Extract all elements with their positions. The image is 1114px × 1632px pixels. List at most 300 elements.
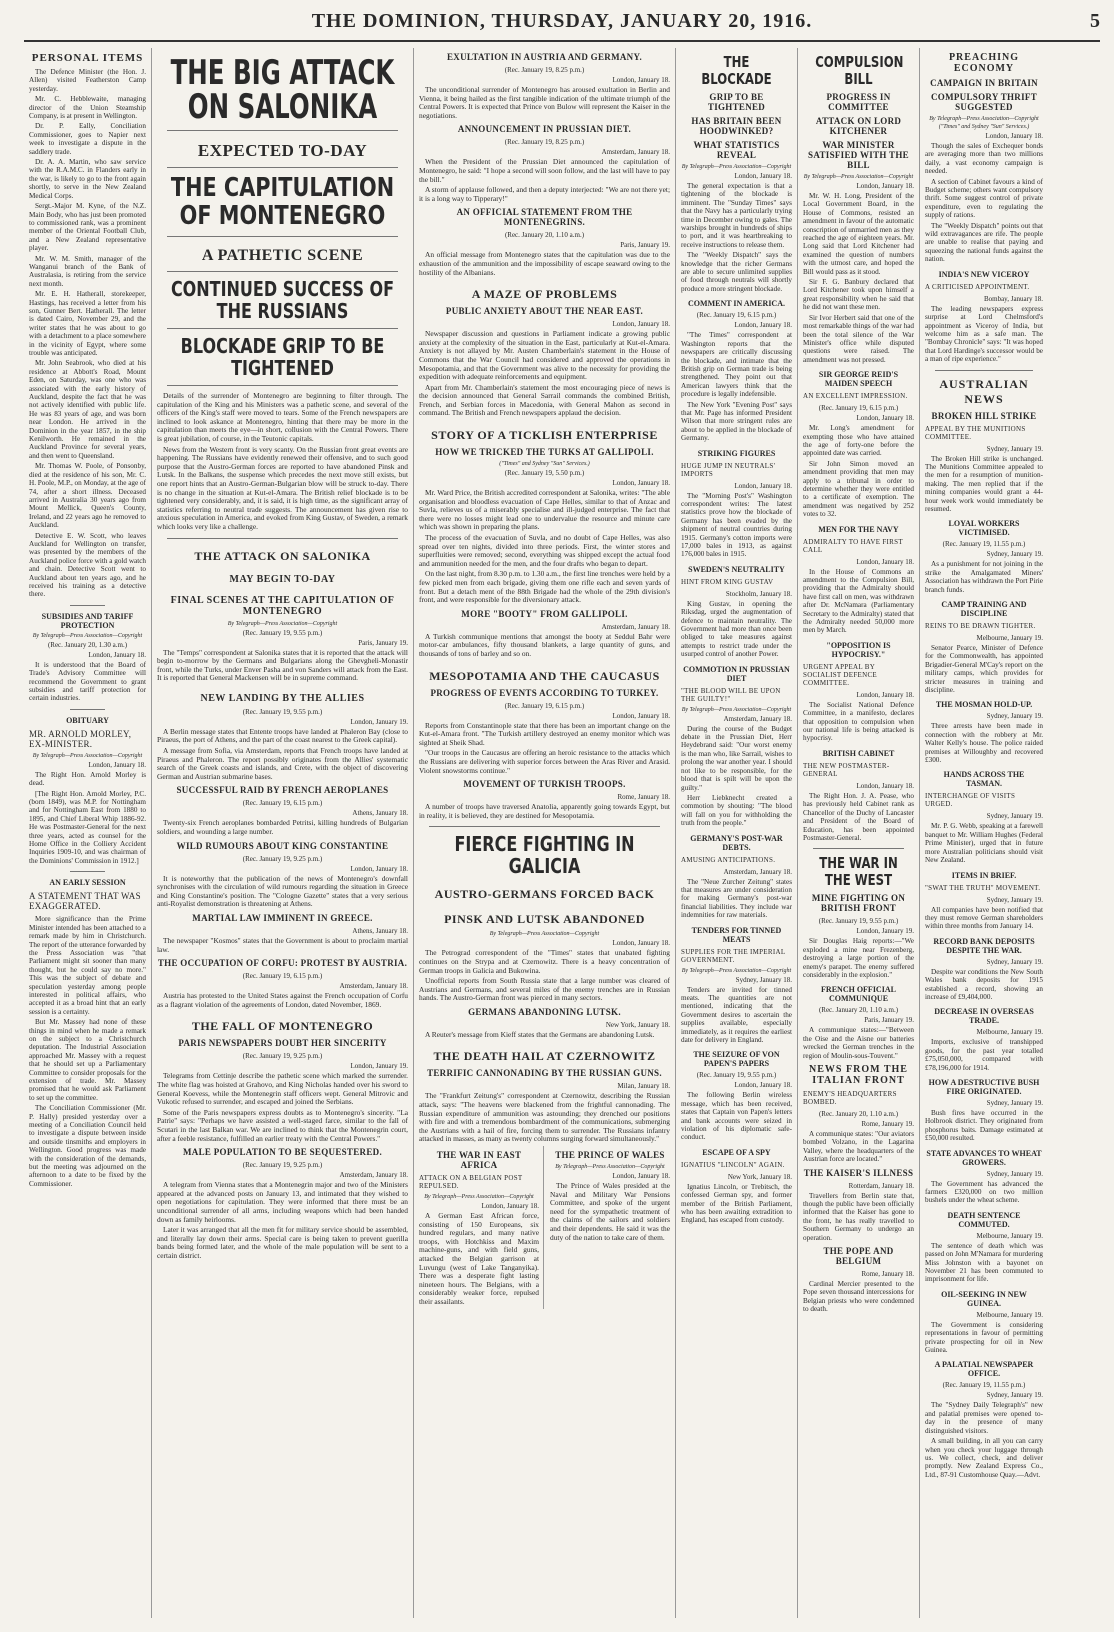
official-body — [419, 251, 670, 277]
raid-heading: SUCCESSFUL RAID BY FRENCH AEROPLANES — [176, 785, 389, 796]
headline-success: CONTINUED SUCCESS OF THE RUSSIANS — [170, 277, 395, 323]
booty-body — [419, 633, 670, 659]
paragraph: A number of troops have traversed Anatolia, apparently going towards Egypt, but in reality, it is believed, they are destined for Mesopotamia. — [419, 802, 670, 820]
paragraph: The "Frankfurt Zeitung's" correspondent at Czernowitz, describing the Russian attack, says: "The heavens were blackened from the frightful cannonading. The Russian expenditure of ammunition was astounding; they drenched our positions with fire and with a tremendous bombardment of the communications, submerging the Austrians with a hail of fire, forcing them to surrender. The Russians infantry attacked in masses, as many as twenty columns surging forward simultaneously." — [419, 1091, 670, 1144]
economy-heading: PREACHING ECONOMY — [948, 52, 1020, 74]
viceroy-subheading: A CRITICISED APPOINTMENT. — [925, 282, 1030, 291]
paragraph: The unconditional surrender of Montenegro has aroused exultation in Berlin and Vienna, it being hailed as the first tangible indication of the ultimate triumph of the Central Powers. It is expected that Prince von Bulow will represent the Kaiser in the negotiations. — [419, 85, 670, 120]
east-africa-article — [419, 1146, 544, 1309]
martial-heading: MARTIAL LAW IMMINENT IN GREECE. — [192, 913, 373, 923]
paragraph: Mr. Long's amendment for exempting those who have attained the age of forty-one before the appointed date was carried. — [803, 424, 914, 458]
paragraph: Newspaper discussion and questions in Parliament indicate a growing public anxiety at the complexity of the situation in the East, particularly at Kut-el-Amara. Anxiety is not allayed by Mr. Austen Chamberlain's statement in the House of Commons that the War Council had considered and approved the operations in Mesopotamia, and that the Government was alive to the necessity for providing the expedition with adequate reinforcements and equipment. — [419, 329, 670, 382]
paragraph: Later it was arranged that all the men fit for military service should be assembled, and literally lay down their arms. Special care is being taken to prevent guerilla bands being formed later, and the whole of the male population will be sent to a certain district. — [157, 1225, 408, 1260]
obituary-body — [29, 771, 146, 865]
dateline: London, January 18. — [856, 690, 914, 699]
paragraph: The following Berlin wireless message, which has been received, states that Captain von Papen's letters and bank accounts were seized in violation of his diplomatic safe-conduct. — [681, 1091, 792, 1142]
kaiser-heading: THE KAISER'S ILLNESS — [803, 1167, 914, 1178]
paragraph: Ignatius Lincoln, or Trebitsch, the confessed German spy, and former member of the British Parliament, who has been awaiting extradition to England, has escaped from custody. — [681, 1182, 792, 1225]
divider — [167, 167, 398, 168]
dateline: Milan, January 18. — [617, 1082, 670, 1091]
dateline: Athens, January 18. — [352, 927, 408, 935]
paragraph: The "Weekly Dispatch" says the knowledge that the richer Germans are able to secure unlimited supplies of food through neutrals will shortly produce a more stringent blockade. — [681, 251, 792, 293]
salonika-heading: THE ATTACK ON SALONIKA — [194, 548, 371, 563]
received-time: (Rec. January 20, 1.10 a.m.) — [818, 1109, 899, 1118]
mesopotamia-subheading: PROGRESS OF EVENTS ACCORDING TO TURKEY. — [430, 687, 659, 698]
received-time: (Rec. January 19, 9.25 p.m.) — [242, 1052, 323, 1061]
paragraph: Mr. C. Hebblewaite, managing director of the Union Steamship Company, is at present in Wellington. — [29, 95, 146, 121]
masthead — [24, 0, 1100, 42]
byline: By Telegraph—Press Association—Copyright — [424, 1194, 534, 1201]
headline-blockade: BLOCKADE GRIP TO BE TIGHTENED — [180, 334, 385, 380]
byline: By Telegraph—Press Association—Copyright — [803, 174, 914, 180]
paragraph: Details of the surrender of Montenegro are beginning to filter through. The capitulation of the King and his Ministers was a pathetic scene, and several of the officers of the King's staff were moved to tears. Some of the French newspapers are inclined to look askance at Montenegro, hinting that there may be more in the capitulation than meets the eye—in short, collusion with the Central Powers. There is great jubilation, of course, in the Teutonic capitals. — [157, 391, 408, 443]
fall-heading: THE FALL OF MONTENEGRO — [191, 1019, 374, 1034]
dateline: Sydney, January 19. — [986, 1169, 1043, 1178]
paragraph: The sentence of death which was passed on John M'Namara for murdering Miss Johnston with a bayonet on November 21 has been commuted to imprisonment for life. — [925, 1241, 1043, 1284]
paragraph: When the President of the Prussian Diet announced the capitulation of Montenegro, he said: "I hope a second will soon follow, and the last will have to pay the bill." — [419, 157, 670, 184]
paragraph: "Our troops in the Caucasus are offering an heroic resistance to the attacks which the Russians are delivering with superior forces between the Aras River and Arasid. Violent snowstorms continue." — [419, 748, 670, 775]
paragraph: Mr. W. H. Long, President of the Local Government Board, in the House of Commons, resisted an amendment in favour of the automatic conscription of unmarried men as they reached the age of eighteen years. Mr. Long said that Lord Kitchener had examined the question of numbers with the utmost care, and hoped the Bill would pass as it stood. — [803, 192, 914, 276]
economy-thrift: COMPULSORY THRIFT SUGGESTED — [930, 92, 1038, 112]
italian-heading: NEWS FROM THE ITALIAN FRONT — [809, 1063, 908, 1086]
dateline: London, January 18. — [856, 414, 914, 423]
paragraph: Dr. P. Eally, Conciliation Commissioner, goes to Napier next week to investigate a dispute in the saddlery trade. — [29, 122, 146, 156]
dateline: New York, January 18. — [727, 1172, 792, 1181]
prussian-heading: COMMOTION IN PRUSSIAN DIET — [683, 664, 790, 683]
dateline: London, January 18. — [856, 781, 914, 790]
divider — [429, 826, 660, 827]
divider — [70, 709, 105, 710]
dateline: Paris, January 19. — [620, 241, 670, 250]
blockade-subheading: GRIP TO BE TIGHTENED — [707, 92, 766, 112]
page-number: 5 — [1090, 10, 1100, 32]
italian-body — [803, 1130, 914, 1164]
victimised-heading: LOYAL WORKERS VICTIMISED. — [948, 519, 1020, 538]
wheat-body — [925, 1180, 1043, 1205]
official-heading: AN OFFICIAL STATEMENT FROM THE MONTENEGRINS. — [456, 207, 633, 228]
paragraph: As a punishment for not joining in the strike the Amalgamated Miners' Association has withdrawn the Port Pirie branch funds. — [925, 560, 1043, 594]
paragraph: On the last night, from 8.30 p.m. to 1.30 a.m., the first line trenches were held by a few picked men from each brigade, giving them one rifle each and seven yards of front. But a detach ment of the 88th Brigade had the whole of the 29th division's front, and were responsible for the diversionary attack. — [419, 569, 670, 605]
dateline: London, January 19. — [350, 1062, 408, 1071]
navy-heading: MEN FOR THE NAVY — [818, 524, 899, 534]
received-time: (Rec. January 19, 6.15 p.m.) — [818, 404, 899, 413]
paragraph: The Broken Hill strike is unchanged. The Munitions Committee appealed to the men for a resumption of munition-making. The men replied that if the mining companies would grant a 44-hour week work would immediately be resumed. — [925, 454, 1043, 513]
prussian-body — [681, 725, 792, 828]
byline: By Telegraph—Press Association—Copyright — [227, 620, 338, 627]
dateline: Sydney, January 19. — [986, 895, 1043, 904]
lutsk-body — [419, 1031, 670, 1040]
mosman-body — [925, 722, 1043, 764]
paragraph: In the House of Commons an amendment to the Compulsion Bill, providing that the Admiralty should have first call on men, was withdrawn after Dr. McNamara (Parliamentary Secretary to the Admiralty) stated that the Admiralty needed 50,000 more men by March. — [803, 567, 914, 635]
column-1 — [24, 48, 152, 1618]
column-2 — [152, 48, 414, 1618]
paragraph: A communique states: "Our aviators bombed Volzano, in the Lagarina Valley, where the headquarters of the Austrian force are located." — [803, 1129, 914, 1164]
items-heading: ITEMS IN BRIEF. — [951, 870, 1017, 880]
dateline: London, January 18. — [985, 132, 1043, 140]
czernowitz-subheading: TERRIFIC CANNONADING BY THE RUSSIAN GUNS. — [427, 1068, 662, 1079]
paragraph: Travellers from Berlin state that, though the public have been officially informed that the Kaiser has gone to the front, he has really travelled to Southern Germany to undergo an operation. — [803, 1191, 914, 1242]
compulsion-heading: COMPULSION BILL — [815, 53, 904, 88]
east-africa-subheading: ATTACK ON A BELGIAN POST REPULSED. — [419, 1174, 523, 1191]
blockade-question: HAS BRITAIN BEEN HOODWINKED? — [691, 116, 782, 136]
dateline: London, January 18. — [88, 650, 146, 659]
cabinet-heading: BRITISH CABINET — [822, 748, 895, 758]
paragraph: The leading newspapers express surprise at Lord Chelmsford's appointment as Viceroy of India, but welcome him as a safe man. The "Bombay Chronicle" says: "It was hoped that Lord Hardinge's successor would be a man of ripe experience." — [925, 304, 1043, 364]
prince-article — [550, 1146, 670, 1309]
dateline: Paris, January 19. — [358, 638, 408, 647]
divider — [70, 605, 105, 606]
headline-capitulation: THE CAPITULATION OF MONTENEGRO — [170, 173, 395, 231]
paragraph: A German East African force, consisting of 150 Europeans, six hundred regulars, and many native troops, with Hotchkiss and Maxim machine-guns, and with field guns, attacked the Belgian garrison at Luvungu (west of Lake Tanganyika). There was a desperate fight lasting nineteen hours. The Belgians, with a considerably weaker force, repulsed their assailants. — [419, 1211, 539, 1306]
paragraph: Dr. A. A. Martin, who saw service with the R.A.M.C. in Flanders early in the war, is likely to go to the front again shortly, to serve in the New Zealand Medical Corps. — [29, 158, 146, 200]
paragraph: "The Times" correspondent at Washington reports that the newspapers are critically discussing the blockade, and intimate that the British grip on German trade is being strengthened. They point out that American lawyers think that the procedure is legally indefensible. — [681, 331, 792, 399]
corfu-heading: THE OCCUPATION OF CORFU: PROTEST BY AUSTRIA. — [157, 958, 408, 969]
received-time: (Rec. January 19, 6.15 p.m.) — [504, 701, 585, 710]
intro-body — [157, 392, 408, 532]
paragraph: Senator Pearce, Minister of Defence for the Commonwealth, has appointed Brigadier-General M'Cay's report on the military camps, which provides for stricter measures in training and discipline. — [925, 644, 1043, 695]
spy-subheading: IGNATIUS "LINCOLN" AGAIN. — [681, 1160, 785, 1169]
paragraph: [The Right Hon. Arnold Morley, P.C. (born 1849), was M.P. for Nottingham and for Nottingham East from 1880 to 1895, and Chief Liberal Whip 1886-92. He was Postmaster-General for the next three years, acted as counsel for the Home Office in the Colliery Accident Inquiries 1909-10, and was chairman of the Dominions' Commission in 1912.] — [29, 789, 146, 865]
pope-body — [803, 1280, 914, 1314]
exultation-body — [419, 86, 670, 120]
corfu-body — [157, 992, 408, 1009]
paragraph: The newspaper "Kosmos" states that the Government is about to proclaim martial law. — [157, 936, 408, 954]
byline: By Telegraph—Press Association—Copyright — [32, 752, 143, 759]
ticklish-subheading: HOW WE TRICKED THE TURKS AT GALLIPOLI. — [435, 447, 654, 458]
dateline: Amsterdam, January 18. — [723, 867, 792, 876]
compulsion-body — [803, 192, 914, 364]
paragraph: Imports, exclusive of transhipped goods, for the past year totalled £75,050,000, compared with £78,196,000 for 1914. — [925, 1038, 1043, 1072]
spy-body — [681, 1183, 792, 1225]
paragraph: Sergt.-Major M. Kyne, of the N.Z. Main Body, who has just been promoted to commissioned rank, was a prominent member of the Oriental Football Club, and a New Zealand representative player. — [29, 202, 146, 253]
paragraph: The "Neue Zurcher Zeitung" states that measures are under consideration for making Germany's post-war financial liabilities. They include war indemnities for raw materials. — [681, 877, 792, 920]
galicia-body — [419, 949, 670, 1003]
paragraph: An official message from Montenegro states that the capitulation was due to the exhaustion of the ammunition and the impossibility of escape seaward owing to the hostility of the Albanians. — [419, 250, 670, 277]
sequestered-body — [157, 1181, 408, 1260]
martial-body — [157, 937, 408, 954]
dateline: Rome, January 18. — [861, 1270, 914, 1279]
personal-items-body — [29, 68, 146, 599]
dateline: London, January 18. — [734, 1081, 792, 1090]
paragraph: A small building, in all you can carry when you check your luggage through us. We collect, check, and deliver promptly. New Zealand Express Co., Ltd., 87-91 Customhouse Quay.—Advt. — [925, 1437, 1043, 1479]
byline: By Telegraph—Press Association—Copyright — [32, 632, 143, 639]
dateline: Melbourne, January 19. — [976, 1231, 1043, 1240]
navy-subheading: ADMIRALTY TO HAVE FIRST CALL — [803, 537, 903, 554]
dateline: Amsterdam, January 18. — [601, 622, 670, 631]
source-line: ("Times" and Sydney "Sun" Services.) — [499, 461, 590, 468]
subsidies-body — [29, 661, 146, 703]
session-subheading: A STATEMENT THAT WAS EXAGGERATED. — [29, 891, 141, 912]
record-body — [925, 968, 1043, 1002]
death-heading: DEATH SENTENCE COMMUTED. — [947, 1210, 1021, 1229]
paragraph: Mr. Thomas W. Poole, of Ponsonby, died at the residence of his son, Mr. C. H. Poole, M.P., on Monday, at the age of 74, after a short illness. Deceased arrived in Australia 30 years ago from Mount Mellick, Queen's County, Ireland, and 22 years ago he removed to Auckland. — [29, 462, 146, 530]
byline: By Telegraph—Press Association—Copyright — [929, 116, 1039, 122]
paragraph: Bush fires have occurred in the Holbrook district. They originated from phosphorus baits. Damage estimated at £50,000 resulted. — [925, 1108, 1043, 1143]
west-body — [803, 937, 914, 979]
dateline: Bombay, January 18. — [983, 294, 1043, 303]
dateline: Melbourne, January 19. — [976, 634, 1043, 642]
compulsion-subheading: PROGRESS IN COMMITTEE — [826, 92, 891, 112]
paragraph: Reports from Constantinople state that there has been an important change on the Kut-el-Amara front. "The Turkish artillery destroyed an enemy monitor which was sighted at Sheik Shad. — [419, 720, 670, 747]
paragraph: Though the sales of Exchequer bonds are averaging more than two millions daily, a vast economy campaign is needed. — [925, 142, 1043, 176]
dateline: London, January 18. — [612, 320, 670, 329]
paragraph: A storm of applause followed, and then a deputy interjected: "We are not there yet; it is a long way to Tipperary!" — [419, 185, 670, 203]
dateline: Rome, January 19. — [861, 1119, 914, 1128]
guinea-body — [925, 1321, 1043, 1355]
broken-hill-heading: BROKEN HILL STRIKE — [931, 410, 1037, 421]
maze-subheading: PUBLIC ANXIETY ABOUT THE NEAR EAST. — [445, 306, 644, 317]
obituary-heading: OBITUARY — [66, 715, 109, 725]
dateline: New York, January 18. — [605, 1020, 670, 1029]
tasman-heading: HANDS ACROSS THE TASMAN. — [943, 770, 1025, 789]
divider — [167, 328, 398, 329]
received-time: (Rec. January 19, 9.25 p.m.) — [242, 1161, 323, 1170]
received-time: (Rec. January 19, 9.55 p.m.) — [242, 707, 323, 716]
headline-big-attack: THE BIG ATTACK ON SALONIKA — [170, 53, 395, 127]
camp-subheading: REINS TO BE DRAWN TIGHTER. — [925, 622, 1036, 630]
paragraph: Apart from Mr. Chamberlain's statement the most encouraging piece of news is the decision announced that General Sarrail commands the combined British, French, and Serbian forces in Macedonia, with General Mahon as second in command. The British and French newspapers applaud the decision. — [419, 382, 670, 418]
comment-heading: COMMENT IN AMERICA. — [688, 299, 785, 309]
paragraph: News from the Western front is very scanty. On the Russian front great events are happening. The Russians have evidently renewed their offensive, and to such good purpose that the Austro-German forces are reported to have abandoned Pinsk and Lutsk. In the Balkans, the suspense which precedes the next move still exists, but one report hints that an Austro-German-Bulgarian blow will be struck to-day. There is no change in the situation at Kut-el-Amara. The British relief blockade is to be tightened very considerably, and, it is said, it is high time, as the significant array of statistics referring to neutral trade suggests. The announcement has given rise to anxious speculation in America, and evoked from King Gustav, of Sweden, a remark which looks very like a challenge. — [157, 444, 408, 531]
received-time: (Rec. January 19, 8.25 p.m.) — [504, 66, 585, 74]
paragraph: Tenders are invited for tinned meats. The quantities are not mentioned, indicating that the Government desires to ascertain the supplies available, especially immediately, as it requires the earliest date for delivery in England. — [681, 985, 792, 1044]
dateline: Rome, January 18. — [617, 793, 670, 802]
paragraph: Twenty-six French aeroplanes bombarded Petritsi, killing hundreds of Bulgarian soldiers, and wounding a large number. — [157, 818, 408, 837]
paragraph: The "Temps" correspondent at Salonika states that it is reported that the attack will begin to-morrow by the Germans and Bulgarians along the Ghevgheli-Monastir front, while the Turks, under Enver Pasha and von Sanders will attack from the East. It is reported that General Mackensen will be in supreme command. — [157, 647, 408, 683]
received-time: (Rec. January 19, 11.55 p.m.) — [942, 540, 1026, 549]
paragraph: A section of Cabinet favours a kind of Budget scheme; others want compulsory thrift. Some suggest control of private expenditure, even to regulating the supply of rations. — [925, 177, 1043, 220]
divider — [813, 848, 904, 849]
bottom-split — [419, 1146, 670, 1309]
dateline: Sydney, January 19. — [986, 444, 1043, 453]
newspaper-heading: A PALATIAL NEWSPAPER OFFICE. — [934, 1360, 1034, 1379]
divider — [167, 271, 398, 272]
australian-body — [925, 455, 1043, 514]
compulsion-satisfied: WAR MINISTER SATISFIED WITH THE BILL — [808, 140, 909, 170]
column-6 — [920, 48, 1048, 1618]
swat-subheading: "SWAT THE TRUTH" MOVEMENT. — [925, 883, 1041, 892]
ticklish-body — [419, 489, 670, 605]
salonika-subheading: MAY BEGIN TO-DAY — [229, 573, 336, 585]
galicia-heading: FIERCE FIGHTING IN GALICIA — [454, 832, 635, 879]
headline-expected: EXPECTED TO-DAY — [197, 141, 368, 160]
economy-body — [925, 142, 1043, 264]
tasman-subheading: INTERCHANGE OF VISITS URGED. — [925, 792, 1016, 809]
dateline: London, January 18. — [856, 557, 914, 566]
dateline: London, January 18. — [856, 182, 914, 190]
spy-heading: ESCAPE OF A SPY — [702, 1147, 771, 1157]
dateline: London, January 18. — [612, 939, 670, 948]
paragraph: The New York "Evening Post" says that Mr. Page has informed President Wilson that more stringent rules are about to be applied in the blockade of Germany. — [681, 400, 792, 443]
items-body — [925, 906, 1043, 931]
paragraph: A Berlin message states that Entente troops have landed at Phaleron Bay (close to Piraeus, the port of Athens, and the part of the coast nearest to the Greek capital). — [157, 726, 408, 745]
received-time: (Rec. January 19, 9.55 p.m.) — [818, 917, 899, 926]
french-body — [803, 1026, 914, 1060]
paragraph: Telegrams from Cettinje describe the pathetic scene which marked the surrender. The white flag was hoisted at Grahovo, and King Nicholas handed over his sword to General Koevess, while the Montenegrin staff officers wept. General Mitrovic and Vukotic refused to surrender, and escaped and joined the Serbians. — [157, 1071, 408, 1107]
salonika-body — [157, 649, 408, 683]
sweden-body — [681, 600, 792, 659]
wheat-heading: STATE ADVANCES TO WHEAT GROWERS. — [926, 1148, 1042, 1167]
diet-body — [419, 158, 670, 203]
received-time: (Rec. January 20, 1.30 a.m.) — [47, 640, 128, 649]
dateline: Melbourne, January 19. — [976, 1310, 1043, 1319]
paragraph: Mr. E. H. Hatherall, storekeeper, Hastings, has received a letter from his son, Gunner Bert. Hatherall. The letter is dated Cairo, November 29, and the writer states that he was about to go with a detachment to a place somewhere in the vicinity of Egypt, where some trouble was anticipated. — [29, 290, 146, 357]
sequestered-heading: MALE POPULATION TO BE SEQUESTERED. — [183, 1147, 382, 1158]
paragraph: The Government has advanced the farmers £320,000 on two million bushels under the wheat scheme. — [925, 1179, 1043, 1205]
movement-heading: MOVEMENT OF TURKISH TROOPS. — [463, 779, 626, 790]
hypocrisy-heading: "OPPOSITION IS HYPOCRISY." — [826, 640, 891, 659]
divider — [167, 538, 398, 539]
navy-body — [803, 568, 914, 635]
dateline: London, January 18. — [88, 760, 146, 769]
received-time: (Rec. January 19, 11.55 p.m.) — [942, 1381, 1026, 1390]
received-time: (Rec. January 20, 1.10 a.m.) — [504, 231, 585, 240]
sweden-heading: SWEDEN'S NEUTRALITY — [688, 564, 785, 574]
czernowitz-heading: THE DEATH HAIL AT CZERNOWITZ — [433, 1049, 656, 1064]
dateline: Sydney, January 19. — [986, 1098, 1043, 1107]
session-heading: AN EARLY SESSION — [49, 878, 126, 888]
divider — [167, 130, 398, 131]
paragraph: The Defence Minister (the Hon. J. Allen) visited Featherston Camp yesterday. — [29, 68, 146, 93]
paragraph: Mr. W. M. Smith, manager of the Wanganui branch of the Bank of Australasia, is retiring from the service next month. — [29, 254, 146, 288]
movement-body — [419, 803, 670, 820]
paragraph: The "Morning Post's" Washington correspondent writes: The latest statistics prove how the blockade of Germany has been evaded by the shipment of neutral countries during 1915. Germany's cotton imports were 17,000 bales in 1913, as against 176,000 bales in 1915. — [681, 491, 792, 559]
bushfire-body — [925, 1109, 1043, 1143]
reid-body — [803, 424, 914, 518]
paragraph: Sir Ivor Herbert said that one of the most remarkable things of the war had been the total silence of the War Minister's office while disputed questions were raised. The amendment was not pressed. — [803, 313, 914, 364]
dateline: London, January 18. — [612, 479, 670, 488]
dateline: London, January 19. — [856, 927, 914, 936]
diet-heading: ANNOUNCEMENT IN PRUSSIAN DIET. — [457, 124, 632, 135]
paragraph: Mr. Ward Price, the British accredited correspondent at Salonika, writes: "The able organisation and bloodless evacuation of Cape Helles, similar to that of Anzac and Suvla, relieves us of a miserably specialise and ill-judged enterprise. The fact that there were no losses might lead one to undervalue the resource and minute care which was shown in preparing the plans. — [419, 488, 670, 532]
mosman-heading: THE MOSMAN HOLD-UP. — [935, 700, 1033, 710]
east-africa-body — [419, 1212, 539, 1307]
paragraph: The Petrograd correspondent of the "Times" states that unabated fighting continues on the Strypa and at Czernowitz. There is a heavy concentration of German troops in Galicia and Bukowina. — [419, 948, 670, 975]
viceroy-body — [925, 305, 1043, 364]
paragraph: A message from Sofia, via Amsterdam, reports that French troops have landed at Piraeus and Phaleron. The report possibly originates from the Allies' systematic search of the Greek coasts and islands, and Crete, with the object of discovering German and Austrian submarine bases. — [157, 746, 408, 781]
ticklish-heading: STORY OF A TICKLISH ENTERPRISE — [431, 428, 658, 443]
camp-heading: CAMP TRAINING AND DISCIPLINE — [941, 600, 1027, 618]
rumours-heading: WILD RUMOURS ABOUT KING CONSTANTINE — [176, 840, 389, 851]
source-line: ("Times" and Sydney "Sun" Services.) — [938, 124, 1030, 130]
paragraph: A communique states:—"Between the Oise and the Aisne our batteries wrecked the German trenches in the region of Moulin-sous-Touvent." — [803, 1026, 914, 1060]
dateline: Amsterdam, January 18. — [339, 1171, 408, 1180]
galicia-subheading-2: PINSK AND LUTSK ABANDONED — [444, 912, 645, 927]
received-time: (Rec. January 20, 1.10 a.m.) — [818, 1006, 899, 1015]
fall-body — [157, 1072, 408, 1143]
comment-body — [681, 331, 792, 442]
dateline: London, January 19. — [350, 717, 408, 726]
prince-body — [550, 1182, 670, 1242]
salonika-final: FINAL SCENES AT THE CAPITULATION OF MONTENEGRO — [170, 594, 395, 617]
postwar-heading: GERMANY'S POST-WAR DEBTS. — [690, 833, 783, 852]
paragraph: Mr. John Seabrook, who died at his residence at Abbott's Road, Mount Eden, on Saturday, was one who was associated with the early history of Auckland, despite the fact that he was not actively identified with public life. He was 83 years of age, and was born near London. He arrived in the Dominion in the year 1857, in the ship Kenilworth. He remained in the Auckland Province for several years, and then went to Queensland. — [29, 359, 146, 460]
dateline: London, January 18. — [350, 864, 408, 873]
dateline: Sydney, January 19. — [986, 812, 1043, 821]
received-time: (Rec. January 19, 8.25 p.m.) — [504, 138, 585, 147]
decrease-heading: DECREASE IN OVERSEAS TRADE. — [934, 1007, 1034, 1026]
paragraph: All companies have been notified that they must remove German shareholders within three months from January 14. — [925, 905, 1043, 931]
paragraph: Sir Douglas Haig reports:—"We exploded a mine near Frezenberg, destroying a large portion of the enemy's parapet. The enemy suffered considerably in the explosion." — [803, 937, 914, 979]
sweden-subheading: HINT FROM KING GUSTAV — [681, 577, 774, 586]
landing-body — [157, 728, 408, 782]
dateline: London, January 18. — [734, 481, 792, 490]
byline: By Telegraph—Press Association—Copyright — [681, 164, 792, 170]
decrease-body — [925, 1038, 1043, 1072]
maze-heading: A MAZE OF PROBLEMS — [471, 287, 618, 302]
mesopotamia-body — [419, 722, 670, 776]
paragraph: Mr. P. G. Webb, speaking at a farewell banquet to Mr. William Hughes (Federal Prime Minister), urged that in future more Australian politicians should visit New Zealand. — [925, 822, 1043, 865]
landing-heading: NEW LANDING BY THE ALLIES — [200, 692, 365, 704]
received-time: (Rec. January 19, 6.15 p.m.) — [696, 311, 777, 320]
appeal-subheading: APPEAL BY THE MUNITIONS COMMITTEE. — [925, 424, 1026, 441]
italian-subheading: ENEMY'S HEADQUARTERS BOMBED. — [803, 1089, 897, 1106]
paragraph: The Right Hon. Arnold Morley is dead. — [29, 770, 146, 788]
column-3 — [414, 48, 676, 1618]
divider — [70, 871, 105, 872]
paragraph: Detective E. W. Scott, who leaves Auckland for Wellington on transfer, was presented by the members of the Auckland police force with a gold watch and chain. Detective Scott went to Auckland about ten years ago, and he received his training as a detective there. — [29, 531, 146, 599]
striking-heading: STRIKING FIGURES — [697, 448, 776, 458]
victimised-body — [925, 560, 1043, 594]
paragraph: Herr Liebknecht created a commotion by shouting: "The blood will fall on you for withholding the truth from the people." — [681, 793, 792, 828]
dateline: London, January 18. — [481, 1202, 539, 1211]
session-body — [29, 915, 146, 1188]
received-time: (Rec. January 19, 9.55 p.m.) — [242, 628, 323, 637]
exultation-heading: EXULTATION IN AUSTRIA AND GERMANY. — [447, 52, 642, 62]
pope-heading: THE POPE AND BELGIUM — [823, 1246, 894, 1267]
paragraph: King Gustav, in opening the Riksdag, urged the augmentation of defence to maintain neutrality. The Government had more than once been obliged to take measures against attempts to restrict trade under the usurped control of another Power. — [681, 599, 792, 659]
paragraph: The Socialist National Defence Committee, in a manifesto, declares that opposition to compulsion when our national life is being attacked is hypocrisy. — [803, 700, 914, 743]
east-africa-heading: THE WAR IN EAST AFRICA — [436, 1150, 522, 1171]
headline-pathetic: A PATHETIC SCENE — [201, 247, 364, 264]
west-subheading: MINE FIGHTING ON BRITISH FRONT — [811, 893, 906, 914]
paragraph: Sir John Simon moved an amendment providing that men may apply to a tribunal in order to determine whether they were entitled to a certificate of exemption. The amendment was negatived by 252 votes to 32. — [803, 459, 914, 519]
paragraph: Cardinal Mercier presented to the Pope seven thousand intercessions for Belgian priests who were condemned to death. — [803, 1280, 914, 1314]
cabinet-body — [803, 792, 914, 842]
paragraph: But Mr. Massey had none of these things in mind when he made a remark on the subject to a Christchurch deputation. The Industrial Association approached Mr. Massey with a request that he should set up a Parliamentary Committee to consider proposals for the extension of trade. Mr. Massey promised that he would ask Parliament to set up the committee. — [29, 1018, 146, 1102]
tenders-body — [681, 986, 792, 1045]
prussian-subheading: "THE BLOOD WILL BE UPON THE GUILTY!" — [681, 686, 781, 703]
dateline: Amsterdam, January 18. — [723, 714, 792, 723]
divider — [935, 370, 1033, 371]
dateline: Paris, January 19. — [864, 1016, 914, 1025]
paragraph: The "Sydney Daily Telegraph's" new and palatial premises were opened to-day in the presence of many distinguished visitors. — [925, 1401, 1043, 1435]
blockade-reveal: WHAT STATISTICS REVEAL — [693, 140, 780, 160]
paragraph: The general expectation is that a tightening of the blockade is imminent. The "Sunday Times" says that the Navy has a particularly trying time in December owing to gales. The warships brought in hundreds of ships to port, and it was heartbreaking to receive instructions to release them. — [681, 182, 792, 249]
hypocrisy-subheading: URGENT APPEAL BY SOCIALIST DEFENCE COMMITTEE. — [803, 662, 878, 687]
dateline: Sydney, January 19. — [986, 957, 1043, 966]
byline: By Telegraph—Press Association—Copyright — [681, 967, 792, 974]
byline: By Telegraph—Press Association—Copyright — [489, 931, 600, 938]
maze-body — [419, 330, 670, 418]
paragraph: The Right Hon. J. A. Pease, who has previously held Cabinet rank as Chancellor of the Duchy of Lancaster and President of the Board of Education, has been appointed Postmaster-General. — [803, 791, 914, 842]
columns — [24, 48, 1100, 1618]
postwar-body — [681, 878, 792, 920]
dateline: Amsterdam, January 18. — [601, 148, 670, 157]
blockade-body — [681, 182, 792, 293]
lutsk-heading: GERMANS ABANDONING LUTSK. — [468, 1006, 621, 1017]
record-heading: RECORD BANK DEPOSITS DESPITE THE WAR. — [933, 936, 1035, 955]
striking-body — [681, 492, 792, 559]
paragraph: A Reuter's message from Kieff states that the Germans are abandoning Lutsk. — [425, 1029, 655, 1039]
paragraph: The Conciliation Commissioner (Mr. P. Hally) presided yesterday over a meeting of a Conciliation Council held to investigate a dispute between inside and outside tinsmiths and employers in Wellington. Good progress was made with the consideration of the demands, but the meeting was adjourned on the afternoon to a date to be fixed by the Commissioner. — [29, 1104, 146, 1188]
postwar-subheading: AMUSING ANTICIPATIONS. — [681, 855, 776, 864]
dateline: Amsterdam, January 18. — [339, 982, 408, 991]
mesopotamia-heading: MESOPOTAMIA AND THE CAUCASUS — [429, 668, 660, 683]
death-body — [925, 1242, 1043, 1284]
paragraph: Sir F. G. Banbury declared that Lord Kitchener took upon himself a great responsibility when he said that he did not want these men. — [803, 278, 914, 312]
rumours-body — [157, 875, 408, 909]
